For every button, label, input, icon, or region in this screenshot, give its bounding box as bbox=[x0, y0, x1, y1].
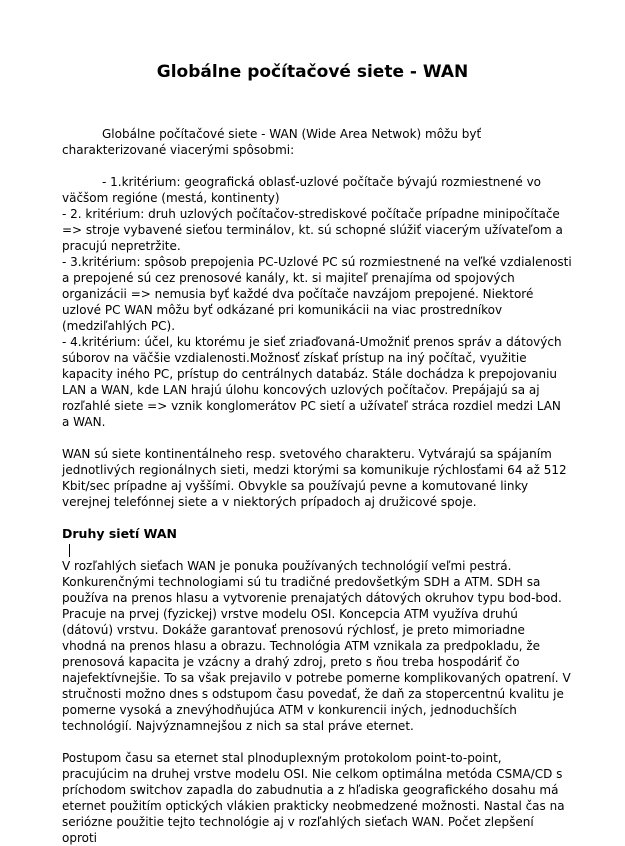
cursor-line[interactable] bbox=[62, 542, 572, 558]
ethernet-paragraph: Postupom času sa eternet stal plnoduplexným protokolom point-to-point, pracujúcim na druhej vrstve modelu OSI. Nie celkom optimálna metóda CSMA/CD s príchodom switchov zapadla do zabudnutia a z hľadiska geografického dosahu má eternet použitím optických vlákien prakticky neobmedzené možnosti. Nastal čas na seriózne použitie tejto technológie aj v rozľahlých sieťach WAN. Počet zlepšení oproti bbox=[62, 751, 565, 845]
document-body bbox=[62, 126, 572, 846]
blank-line bbox=[62, 430, 572, 446]
wan-paragraph: WAN sú siete kontinentálneho resp. svetového charakteru. Vytvárajú sa spájaním jednotlivých regionálnych sieti, medzi ktorými sa komunikuje rýchlosťami 64 až 512 Kbit/sec prípadne aj vyššími. Obvykle sa používajú pevne a komutované linky verejnej telefónnej siete a v niektorých prípadoch aj družicové spoje. bbox=[62, 447, 567, 509]
blank-line bbox=[62, 510, 572, 526]
blank-line bbox=[62, 158, 572, 174]
blank-line bbox=[62, 734, 572, 750]
document-title: Globálne počítačové siete - WAN bbox=[156, 62, 469, 82]
criterion-3: - 3.kritérium: spôsob prepojenia PC-Uzlové PC sú rozmiestnené na veľké vzdialenosti a prepojené sú cez prenosové kanály, kt. si majiteľ prenajíma od spojových organizácii => nemusia byť každé dva počítače navzájom prepojené. Niektoré uzlové PC WAN môžu byť odkázané pri komunikácii na viac prostredníkov (medziľahlých PC). bbox=[62, 255, 572, 333]
technology-paragraph: V rozľahlých sieťach WAN je ponuka používaných technológií veľmi pestrá. Konkurenčnými technologiami sú tu tradičné predovšetkým SDH a ATM. SDH sa používa na prenos hlasu a vytvorenie prenajatých dátových okruhov typu bod-bod. Pracuje na prvej (fyzickej) vrstve modelu OSI. Koncepcia ATM využíva druhú (dátovú) vrstvu. Dokáže garantovať prenosovú rýchlosť, je preto mimoriadne vhodná na prenos hlasu a obrazu. Technológia ATM vznikala za predpokladu, že prenosová kapacita je vzácny a drahý zdroj, preto s ňou treba hospodáriť čo najefektívnejšie. To sa však prejavilo v potrebe pomerne komplikovaných opatrení. V stručnosti možno dnes s odstupom času povedať, že daň za stopercentnú kvalitu je pomerne vysoká a znevýhodňujúca ATM v konkurencii iných, jednoduchších technológií. Najvýznamnejšou z nich sa stal práve eternet. bbox=[62, 559, 571, 733]
criterion-2: - 2. kritérium: druh uzlových počítačov-strediskové počítače prípadne minipočítače => stroje vybavené sieťou terminálov, kt. sú schopné slúžiť viacerým užívateľom a pracujú nepretržite. bbox=[62, 207, 563, 253]
criterion-4: - 4.kritérium: účel, ku ktorému je sieť zriaďovaná-Umožniť prenos správ a dátových súborov na väčšie vzdialenosti.Možnosť získať prístup na iný počítač, využitie kapacity iného PC, prístup do centrálnych databáz. Stále dochádza k prepojovaniu LAN a WAN, kde LAN hrajú úlohu koncových uzlových počítačov. Prepájajú sa aj rozľahlé siete => vznik konglomerátov PC sietí a užívateľ stráca rozdiel medzi LAN a WAN. bbox=[62, 335, 562, 429]
text-cursor bbox=[69, 544, 70, 557]
intro-paragraph: Globálne počítačové siete - WAN (Wide Area Netwok) môžu byť charakterizované viacerými spôsobmi: bbox=[62, 127, 482, 157]
section-heading: Druhy sietí WAN bbox=[62, 526, 178, 541]
criterion-1: - 1.kritérium: geografická oblasť-uzlové počítače bývajú rozmiestnené vo väčšom regióne (mestá, kontinenty) bbox=[62, 175, 542, 205]
